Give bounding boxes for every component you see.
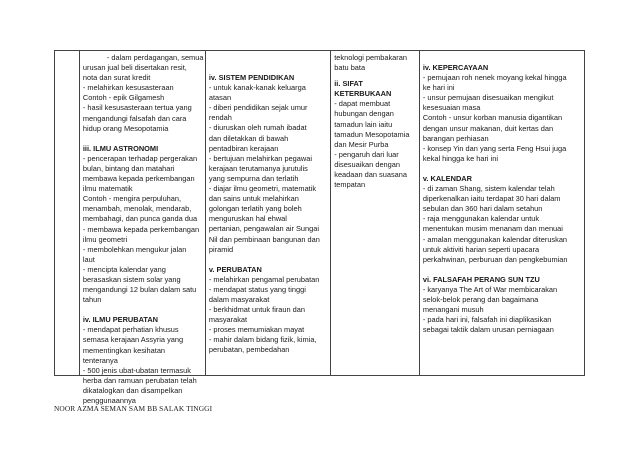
text-line: - di zaman Shang, sistem kalendar telah (422, 184, 555, 194)
text-line: pentadbiran kerajaan (208, 143, 279, 153)
text-line: ilmu geometri (82, 234, 128, 244)
text-line: - hasil kesusasteraan tertua yang (82, 103, 192, 113)
text-line: - diberi pendidikan sejak umur (208, 103, 308, 113)
text-line: - konsep Yin dan yang serta Feng Hsui juga (422, 143, 567, 153)
text-line: piramid (208, 244, 234, 254)
text-line: herba dan ramuan perubatan telah (82, 375, 197, 385)
spacer (423, 164, 582, 174)
text-line: dalam masyarakat (208, 294, 270, 304)
text-line: - mendapat perhatian khusus (82, 325, 179, 335)
text-line: - amalan menggunakan kalendar diteruskan (422, 234, 568, 244)
text-line: mengandungi 12 bulan dalam satu (82, 285, 197, 295)
text-line: menentukan musim menanam dan menuai (422, 224, 563, 234)
text-line: Nil dan pembinaan bangunan dan (208, 234, 320, 244)
text-line: atasan (208, 93, 232, 103)
text-line: - 500 jenis ubat-ubatan termasuk (82, 365, 191, 375)
text-line: rendah (208, 113, 232, 123)
spacer (423, 53, 582, 63)
spacer (209, 63, 328, 73)
spacer (423, 265, 582, 275)
table-blank-column (55, 51, 79, 375)
section-heading: v. KALENDAR (422, 173, 472, 183)
text-line: batu bata (334, 63, 366, 73)
text-line: - pemujaan roh nenek moyang kekal hingga (422, 73, 567, 83)
text-line: teknologi pembakaran (334, 53, 407, 62)
text-line: sebagai taktik dalam urusan perniagaan (422, 325, 554, 335)
section-heading: KETERBUKAAN (334, 89, 392, 99)
text-line: tenteranya (82, 355, 118, 365)
text-line: barangan perhiasan (422, 133, 489, 143)
text-line: kekal hingga ke hari ini (422, 153, 499, 163)
text-line: dan sains untuk melahirkan (208, 194, 299, 204)
text-line: - dapat membuat (334, 99, 391, 109)
text-line: - bertujuan melahirkan pegawai (208, 153, 312, 163)
column-india-contributions (330, 51, 419, 375)
text-line: menguruskan hal ehwal (208, 214, 287, 224)
text-line: perubatan, pembedahan (208, 345, 290, 355)
spacer (209, 53, 328, 63)
spacer (83, 305, 203, 315)
spacer (83, 134, 203, 144)
text-line: berasaskan sistem solar yang (82, 274, 181, 284)
text-line: kerajaan terutamanya jurutulis (208, 163, 308, 173)
column-mesopotamia-contributions (79, 51, 205, 405)
text-line: dan diletakkan di bawah (208, 133, 289, 143)
page-footer: NOOR AZMA SEMAN SAM BB SALAK TINGGI (54, 404, 213, 413)
section-heading: iv. ILMU PERUBATAN (82, 315, 159, 325)
text-line: ilmu matematik (82, 184, 133, 194)
text-line: - membawa kepada perkembangan (82, 224, 200, 234)
text-line: - berkhidmat untuk firaun dan (208, 305, 306, 315)
text-line: - untuk kanak-kanak keluarga (208, 83, 306, 93)
text-line: disesuaikan dengan (334, 159, 400, 169)
text-line: - karyanya The Art of War membicarakan (422, 284, 558, 294)
text-line: selok-belok perang dan bagaimana (422, 294, 539, 304)
text-line: nota dan surat kredit (82, 73, 151, 83)
text-line: - pengaruh dari luar (334, 149, 399, 159)
text-line: - pada hari ini, falsafah ini diaplikasikan (422, 315, 552, 325)
text-line: Contoh - epik Gilgamesh (82, 93, 165, 103)
text-line: menangani musuh (422, 305, 484, 315)
text-line: diperkenalkan iaitu terdapat 30 hari dalam (422, 194, 561, 204)
text-line: - diajar ilmu geometri, matematik (208, 184, 317, 194)
text-line: dikatalogkan dan disampelkan (82, 385, 183, 395)
text-line: hubungan dengan (334, 109, 394, 119)
text-line: - melahirkan kesusasteraan (82, 83, 174, 93)
text-line: menambah, menolak, mendarab, (82, 204, 192, 214)
text-line: golongan terlatih yang boleh (208, 204, 302, 214)
text-line: perkahwinan, perburuan dan pengkebumian (422, 254, 568, 264)
text-line: dengan unsur makanan, duit kertas dan (422, 123, 554, 133)
text-line: semasa kerajaan Assyria yang (82, 335, 184, 345)
text-line: Contoh - unsur korban manusia digantikan (422, 113, 563, 123)
text-line: - melahirkan pengamal perubatan (208, 274, 320, 284)
text-line: dan Mesir Purba (334, 139, 389, 149)
text-line: - proses memumiakan mayat (208, 325, 305, 335)
text-line: sebulan dan 360 hari dalam setahun (422, 204, 543, 214)
text-line: tamadun Mesopotamia (334, 129, 410, 139)
text-line: - pencerapan terhadap pergerakan (82, 153, 198, 163)
text-line: - mencipta kalendar yang (82, 264, 166, 274)
text-line: - membolehkan mengukur jalan (82, 244, 187, 254)
section-heading: v. PERUBATAN (208, 264, 262, 274)
text-line: Contoh - mengira perpuluhan, (82, 194, 182, 204)
text-line: bulan, bintang dan matahari (82, 163, 175, 173)
section-heading: vi. FALSAFAH PERANG SUN TZU (422, 274, 540, 284)
text-line: urusan jual beli disertakan resit, (82, 63, 187, 73)
text-line: masyarakat (208, 315, 248, 325)
text-line: kesesuaian masa (422, 103, 481, 113)
text-line: hidup orang Mesopotamia (82, 123, 169, 133)
text-line: - mendapat status yang tinggi (208, 284, 306, 294)
section-heading: ii. SIFAT (334, 79, 363, 89)
text-line: mengandungi falsafah dan cara (82, 113, 187, 123)
text-line: - dalam perdagangan, semua (106, 53, 204, 62)
text-line: tamadun lain iaitu (334, 119, 393, 129)
text-line: yang sempurna dan terlatih (208, 173, 299, 183)
spacer (209, 255, 328, 265)
text-line: - mahir dalam bidang fizik, kimia, (208, 335, 317, 345)
text-line: ke hari ini (422, 83, 455, 93)
text-line: membawa kepada perkembangan (82, 174, 195, 184)
section-heading: iv. KEPERCAYAAN (422, 63, 489, 72)
text-line: - unsur pemujaan disesuaikan mengikut (422, 93, 554, 103)
text-line: - raja menggunakan kalendar untuk (422, 214, 540, 224)
text-line: tempatan (334, 180, 366, 190)
text-line: pertanian, pengawalan air Sungai (208, 224, 319, 234)
text-line: tahun (82, 295, 102, 305)
column-china-contributions (419, 51, 584, 375)
text-line: laut (82, 254, 95, 264)
text-line: untuk aktiviti harian seperti upacara (422, 244, 540, 254)
column-egypt-contributions (205, 51, 330, 375)
section-heading: iii. ILMU ASTRONOMI (82, 143, 159, 153)
text-line: penggunaannya (82, 396, 136, 405)
notes-table (54, 50, 585, 405)
text-line: keadaan dan suasana (334, 170, 407, 180)
section-heading: iv. SISTEM PENDIDIKAN (208, 73, 295, 82)
text-line: membahagi, dan punca ganda dua (82, 214, 198, 224)
text-line: - diuruskan oleh rumah ibadat (208, 123, 307, 133)
text-line: mementingkan kesihatan (82, 345, 166, 355)
